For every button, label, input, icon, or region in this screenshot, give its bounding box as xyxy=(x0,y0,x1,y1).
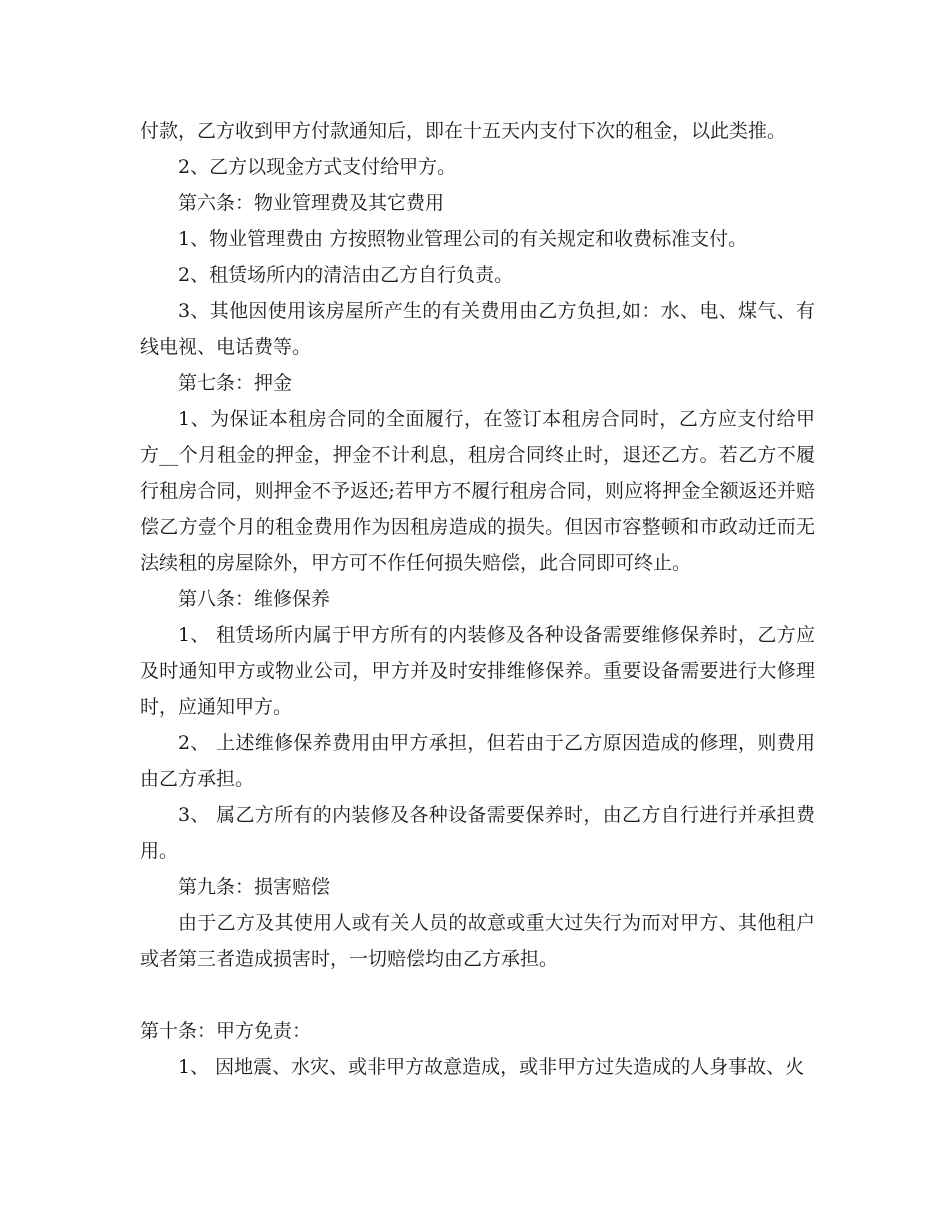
heading-article-10: 第十条：甲方免责： xyxy=(140,1020,312,1042)
paragraph-article-8-item-2: 2、 上述维修保养费用由甲方承担，但若由于乙方原因造成的修理，则费用由乙方承担。 xyxy=(140,732,815,790)
paragraph-article-8-item-1: 1、 租赁场所内属于甲方所有的内装修及各种设备需要维修保养时，乙方应及时通知甲方或物业公司，甲方并及时安排维修保养。重要设备需要进行大修理时，应通知甲方。 xyxy=(140,624,815,718)
document-body xyxy=(140,113,815,1085)
paragraph-article-6-item-2: 2、租赁场所内的清洁由乙方自行负责。 xyxy=(178,264,514,286)
paragraph-article-6-item-1: 1、物业管理费由 方按照物业管理公司的有关规定和收费标准支付。 xyxy=(178,228,748,250)
blank-line xyxy=(140,977,815,1013)
heading-article-6: 第六条：物业管理费及其它费用 xyxy=(178,192,445,214)
heading-article-8: 第八条：维修保养 xyxy=(178,588,331,610)
paragraph-article-6-item-3: 3、其他因使用该房屋所产生的有关费用由乙方负担,如：水、电、煤气、有线电视、电话费等。 xyxy=(140,300,815,358)
paragraph-article-10-item-1: 1、 因地震、水灾、或非甲方故意造成，或非甲方过失造成的人身事故、火 xyxy=(178,1056,805,1078)
paragraph-cash-payment: 2、乙方以现金方式支付给甲方。 xyxy=(178,156,457,178)
heading-article-9: 第九条：损害赔偿 xyxy=(178,876,331,898)
paragraph-article-9-body: 由于乙方及其使用人或有关人员的故意或重大过失行为而对甲方、其他租户或者第三者造成损害时，一切赔偿均由乙方承担。 xyxy=(140,912,815,970)
paragraph-payment-continuation: 付款，乙方收到甲方付款通知后，即在十五天内支付下次的租金，以此类推。 xyxy=(140,120,787,142)
paragraph-article-7-item-1: 1、为保证本租房合同的全面履行，在签订本租房合同时，乙方应支付给甲方__个月租金的押金，押金不计利息，租房合同终止时，退还乙方。若乙方不履行租房合同，则押金不予返还;若甲方不履行租房合同，则应将押金全额返还并赔偿乙方壹个月的租金费用作为因租房造成的损失。但因市容整顿和市政动迁而无法续租的房屋除外，甲方可不作任何损失赔偿，此合同即可终止。 xyxy=(140,408,815,574)
paragraph-article-8-item-3: 3、 属乙方所有的内装修及各种设备需要保养时，由乙方自行进行并承担费用。 xyxy=(140,804,815,862)
heading-article-7: 第七条：押金 xyxy=(178,372,293,394)
